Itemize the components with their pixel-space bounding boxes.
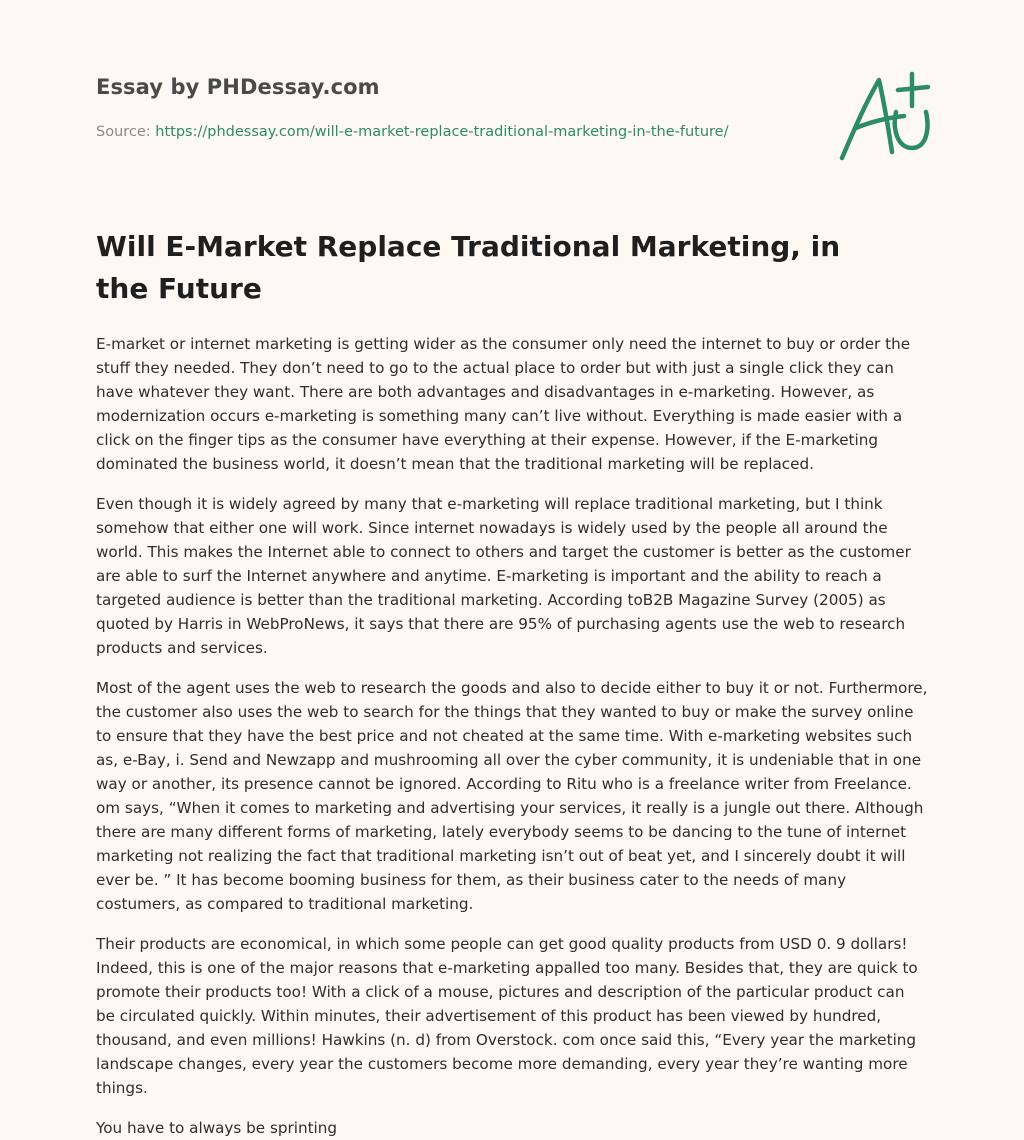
source-link[interactable]: https://phdessay.com/will-e-market-replace-traditional-marketing-in-the-future/ — [155, 124, 729, 140]
site-header — [96, 0, 928, 200]
essay-paragraph: Most of the agent uses the web to research the goods and also to decide either to buy it or not. Furthermore, the customer also uses the web to search for the things that they wanted to buy or make the survey online to ensure that they have the best price and not cheated at the same time. With e-marketing websites such as, e-Bay, i. Send and Newzapp and mushrooming all over the cyber community, it is undeniable that in one way or another, its presence cannot be ignored. According to Ritu who is a freelance writer from Freelance. om says, “When it comes to marketing and advertising your services, it really is a jungle out there. Although there are many different forms of marketing, lately everybody seems to be dancing to the tune of internet marketing not realizing the fact that traditional marketing isn’t out of beat yet, and I sincerely doubt it will ever be. ” It has become booming business for them, as their business cater to the needs of many costumers, as compared to traditional marketing. — [96, 679, 928, 913]
essay-paragraph: Even though it is widely agreed by many that e-marketing will replace traditional marketing, but I think somehow that either one will work. Since internet nowadays is widely used by the people all around the world. This makes the Internet able to connect to others and target the customer is better as the customer are able to surf the Internet anywhere and anytime. E-marketing is important and the ability to reach a targeted audience is better than the traditional marketing. According toB2B Magazine Survey (2005) as quoted by Harris in WebProNews, it says that there are 95% of purchasing agents use the web to research products and services. — [96, 495, 911, 657]
essay-body — [96, 332, 928, 1140]
source-label: Source: — [96, 124, 151, 140]
a-plus-logo-icon — [832, 68, 936, 168]
essay-paragraph: Their products are economical, in which some people can get good quality products from USD 0. 9 dollars! Indeed, this is one of the major reasons that e-marketing appalled too many. Besides that, they are quick to promote their products too! With a click of a mouse, pictures and description of the particular product can be circulated quickly. Within minutes, their advertisement of this product has been viewed by hundred, thousand, and even millions! Hawkins (n. d) from Overstock. com once said this, “Every year the marketing landscape changes, every year the customers become more demanding, every year they’re wanting more things. — [96, 935, 918, 1097]
source-line — [96, 124, 729, 140]
essay-paragraph: E-market or internet marketing is getting wider as the consumer only need the internet to buy or order the stuff they needed. They don’t need to go to the actual place to order but with just a single click they can have whatever they want. There are both advantages and disadvantages in e-marketing. However, as modernization occurs e-marketing is something many can’t live without. Everything is made easier with a click on the finger tips as the consumer have everything at their expense. However, if the E-marketing dominated the business world, it doesn’t mean that the traditional marketing will be replaced. — [96, 335, 911, 473]
site-title: Essay by PHDessay.com — [96, 75, 380, 99]
essay-paragraph: You have to always be sprinting — [96, 1119, 338, 1137]
essay-title: Will E-Market Replace Traditional Marketing, in the Future — [96, 230, 841, 305]
